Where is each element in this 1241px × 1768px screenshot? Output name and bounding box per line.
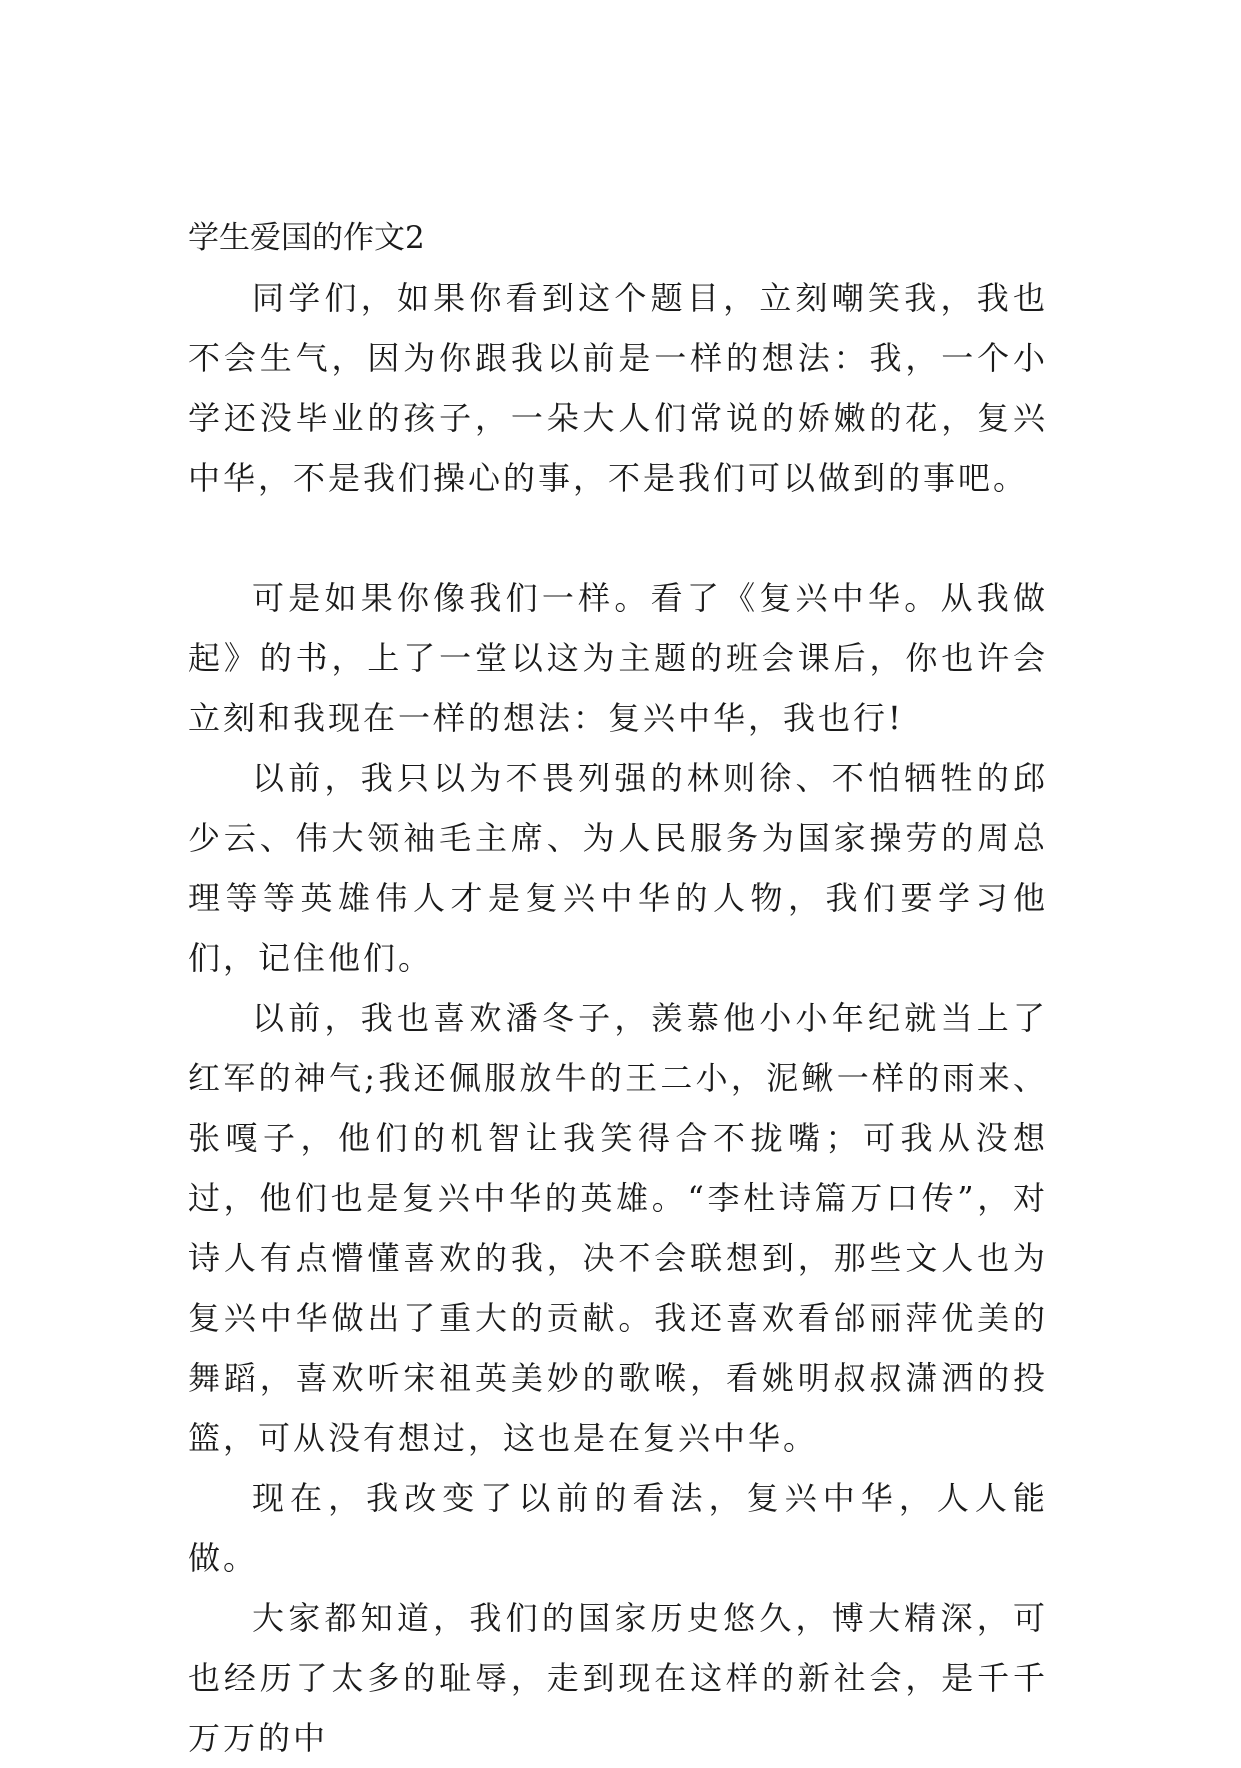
essay-title: 学生爱国的作文2 — [188, 220, 425, 256]
paragraph-5: 现在，我改变了以前的看法，复兴中华，人人能做。 — [188, 1479, 1048, 1577]
document-body — [188, 208, 1048, 1768]
paragraph-3: 以前，我只以为不畏列强的林则徐、不怕牺牲的邱少云、伟大领袖毛主席、为人民服务为国家操劳的周总理等等英雄伟人才是复兴中华的人物，我们要学习他们，记住他们。 — [188, 759, 1048, 977]
blank-line — [188, 508, 1048, 568]
paragraph-4: 以前，我也喜欢潘冬子，羡慕他小小年纪就当上了红军的神气;我还佩服放牛的王二小，泥鳅一样的雨来、张嘎子，他们的机智让我笑得合不拢嘴；可我从没想过，他们也是复兴中华的英雄。“李杜诗篇万口传”，对诗人有点懵懂喜欢的我，决不会联想到，那些文人也为复兴中华做出了重大的贡献。我还喜欢看邰丽萍优美的舞蹈，喜欢听宋祖英美妙的歌喉，看姚明叔叔潇洒的投篮，可从没有想过，这也是在复兴中华。 — [188, 999, 1048, 1457]
paragraph-2: 可是如果你像我们一样。看了《复兴中华。从我做起》的书，上了一堂以这为主题的班会课后，你也许会立刻和我现在一样的想法：复兴中华，我也行! — [188, 579, 1048, 737]
paragraph-1: 同学们，如果你看到这个题目，立刻嘲笑我，我也不会生气，因为你跟我以前是一样的想法：我，一个小学还没毕业的孩子，一朵大人们常说的娇嫩的花，复兴中华，不是我们操心的事，不是我们可以做到的事吧。 — [188, 279, 1048, 497]
paragraph-6: 大家都知道，我们的国家历史悠久，博大精深，可也经历了太多的耻辱，走到现在这样的新社会，是千千万万的中 — [188, 1599, 1048, 1757]
